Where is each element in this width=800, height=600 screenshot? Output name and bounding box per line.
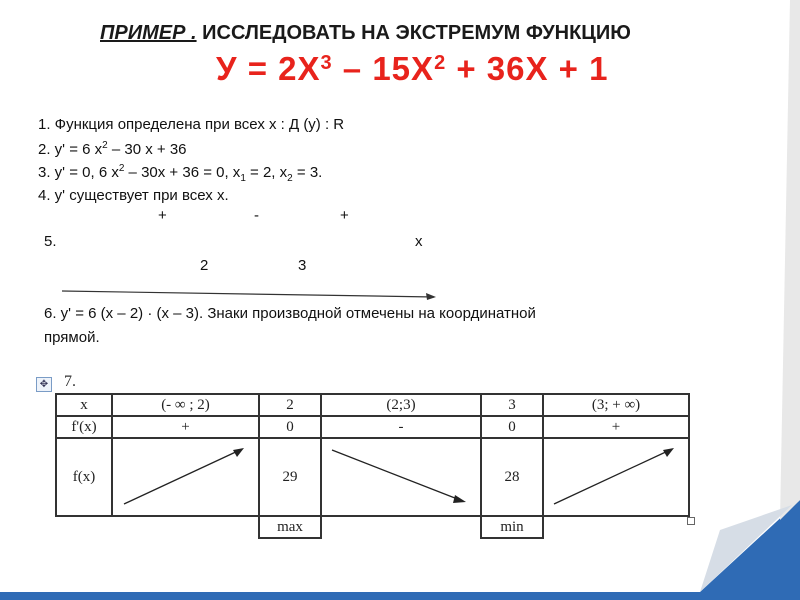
title-rest: ИССЛЕДОВАТЬ НА ЭКСТРЕМУМ ФУНКЦИЮ	[196, 22, 631, 44]
step-3	[38, 163, 322, 184]
resize-handle-icon[interactable]	[687, 517, 695, 525]
table-cell-increasing	[112, 438, 259, 516]
table-cell: +	[112, 416, 259, 438]
table-row-derivative	[56, 416, 689, 438]
step-3-exp: 2	[118, 163, 125, 174]
table-cell: (2;3)	[321, 394, 481, 416]
formula-part: У = 2Х	[216, 50, 321, 87]
step-6-line2: прямой.	[44, 329, 100, 346]
increasing-arrow-icon	[546, 440, 686, 510]
step-3-part: = 2, х	[245, 164, 288, 181]
table-row-function	[56, 438, 689, 516]
formula-exponent: 2	[434, 52, 447, 74]
axis-label-x: х	[415, 233, 423, 250]
title-prefix: ПРИМЕР .	[100, 22, 197, 44]
table-cell: 0	[259, 416, 321, 438]
table-cell-increasing	[543, 438, 689, 516]
extremum-table	[55, 393, 690, 539]
table-cell: 0	[481, 416, 543, 438]
step-6-line1: 6. у' = 6 (х – 2) · (х – 3). Знаки производной отмечены на координатной	[44, 305, 536, 322]
table-cell: -	[321, 416, 481, 438]
table-cell-min: min	[481, 516, 543, 538]
step-2-exp: 2	[102, 140, 108, 151]
step-7-label: 7.	[64, 373, 76, 390]
table-cell: (- ∞ ; 2)	[112, 394, 259, 416]
step-3-part: = 3.	[292, 164, 323, 181]
sign-right: +	[340, 207, 349, 224]
step-3-sub: 1	[240, 173, 246, 184]
table-cell: 29	[259, 438, 321, 516]
decreasing-arrow-icon	[326, 440, 476, 510]
step-3-part: 3. у' = 0, 6 х	[38, 164, 119, 181]
step-2-part: 2. у' = 6 х	[38, 141, 103, 158]
table-cell: 3	[481, 394, 543, 416]
number-line-arrow	[60, 288, 450, 302]
step-3-part: – 30х + 36 = 0, х	[124, 164, 241, 181]
table-cell-max: max	[259, 516, 321, 538]
table-cell: +	[543, 416, 689, 438]
table-cell: 2	[259, 394, 321, 416]
table-cell: (3; + ∞)	[543, 394, 689, 416]
table-row-extremum	[56, 516, 689, 538]
table-cell: f(x)	[56, 438, 112, 516]
step-5: 5.	[44, 233, 57, 250]
step-1: 1. Функция определена при всех х : Д (у) : R	[38, 116, 345, 133]
step-2	[38, 140, 187, 158]
move-handle-icon[interactable]: ✥	[36, 377, 52, 392]
table-row-x	[56, 394, 689, 416]
function-formula	[216, 50, 608, 88]
point-3: 3	[298, 257, 307, 274]
increasing-arrow-icon	[116, 440, 256, 510]
sign-left: +	[158, 207, 167, 224]
formula-part: – 15Х	[332, 50, 435, 87]
point-2: 2	[200, 257, 209, 274]
table-cell: 28	[481, 438, 543, 516]
step-3-sub: 2	[287, 173, 293, 184]
formula-exponent: 3	[320, 52, 333, 74]
table-cell: f'(x)	[56, 416, 112, 438]
formula-part: + 36Х + 1	[446, 50, 609, 87]
page-title	[100, 22, 631, 45]
step-2-part: – 30 х + 36	[107, 141, 187, 158]
table-cell: х	[56, 394, 112, 416]
table-cell-decreasing	[321, 438, 481, 516]
step-4: 4. у' существует при всех х.	[38, 187, 229, 204]
sign-middle: -	[254, 207, 259, 224]
